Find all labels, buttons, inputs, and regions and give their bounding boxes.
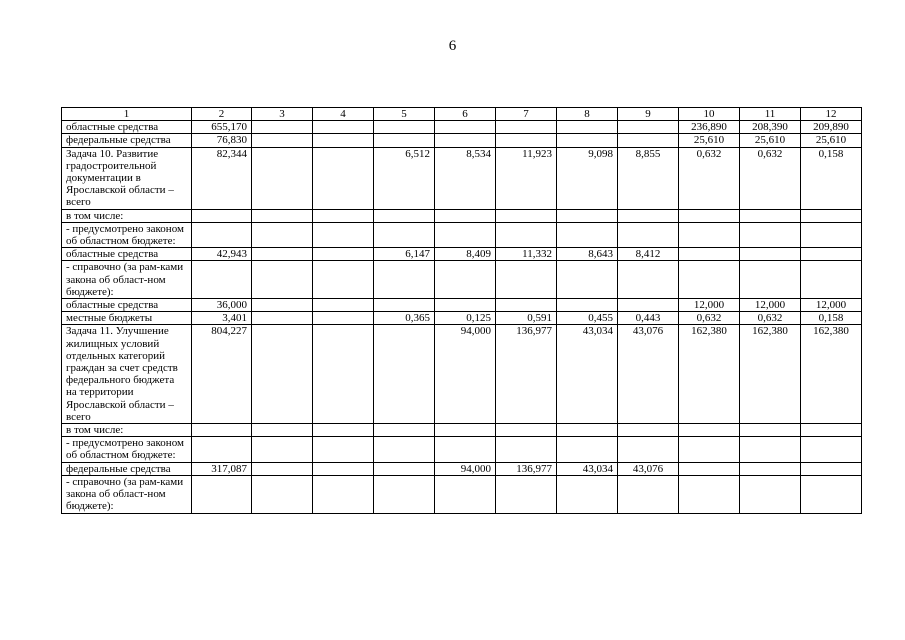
value-cell: 12,000	[740, 299, 801, 312]
value-cell	[618, 209, 679, 222]
value-cell: 25,610	[679, 134, 740, 147]
value-cell: 0,632	[679, 312, 740, 325]
value-cell	[557, 261, 618, 299]
value-cell: 25,610	[801, 134, 862, 147]
row-label-cell: местные бюджеты	[62, 312, 192, 325]
table-row	[62, 462, 862, 475]
value-cell: 0,158	[801, 147, 862, 209]
value-cell: 8,409	[435, 248, 496, 261]
row-label-cell: областные средства	[62, 121, 192, 134]
table-row	[62, 121, 862, 134]
value-cell	[435, 222, 496, 247]
column-header: 6	[435, 108, 496, 121]
value-cell	[313, 475, 374, 513]
value-cell	[679, 248, 740, 261]
value-cell: 136,977	[496, 462, 557, 475]
value-cell	[313, 437, 374, 462]
column-header: 1	[62, 108, 192, 121]
value-cell	[679, 424, 740, 437]
value-cell: 3,401	[192, 312, 252, 325]
value-cell: 6,512	[374, 147, 435, 209]
value-cell	[435, 475, 496, 513]
value-cell: 11,332	[496, 248, 557, 261]
table-row	[62, 248, 862, 261]
value-cell	[801, 222, 862, 247]
value-cell	[252, 299, 313, 312]
value-cell	[374, 437, 435, 462]
value-cell	[496, 299, 557, 312]
value-cell: 9,098	[557, 147, 618, 209]
value-cell	[496, 261, 557, 299]
column-header: 11	[740, 108, 801, 121]
table-row	[62, 261, 862, 299]
value-cell	[374, 134, 435, 147]
value-cell: 42,943	[192, 248, 252, 261]
value-cell: 0,125	[435, 312, 496, 325]
value-cell	[618, 261, 679, 299]
row-label-cell: в том числе:	[62, 209, 192, 222]
value-cell	[740, 437, 801, 462]
column-number-row	[62, 108, 862, 121]
value-cell	[740, 261, 801, 299]
value-cell	[740, 248, 801, 261]
row-label-cell: областные средства	[62, 299, 192, 312]
row-label-cell: областные средства	[62, 248, 192, 261]
column-header: 3	[252, 108, 313, 121]
table-row	[62, 209, 862, 222]
value-cell	[252, 222, 313, 247]
value-cell	[618, 134, 679, 147]
value-cell	[557, 222, 618, 247]
value-cell	[374, 325, 435, 424]
column-header: 9	[618, 108, 679, 121]
value-cell	[313, 121, 374, 134]
value-cell	[618, 121, 679, 134]
value-cell	[557, 121, 618, 134]
value-cell	[374, 121, 435, 134]
table-row	[62, 147, 862, 209]
value-cell	[435, 121, 496, 134]
value-cell	[313, 299, 374, 312]
value-cell	[679, 209, 740, 222]
value-cell	[252, 209, 313, 222]
column-header: 12	[801, 108, 862, 121]
value-cell	[252, 261, 313, 299]
value-cell	[313, 261, 374, 299]
value-cell	[374, 261, 435, 299]
value-cell	[801, 248, 862, 261]
value-cell: 136,977	[496, 325, 557, 424]
value-cell: 94,000	[435, 325, 496, 424]
row-label-cell: - справочно (за рам-ками закона об област-ном бюджете):	[62, 261, 192, 299]
value-cell	[313, 248, 374, 261]
value-cell	[252, 147, 313, 209]
value-cell: 236,890	[679, 121, 740, 134]
value-cell: 76,830	[192, 134, 252, 147]
value-cell	[801, 261, 862, 299]
value-cell: 8,534	[435, 147, 496, 209]
value-cell: 655,170	[192, 121, 252, 134]
value-cell	[496, 134, 557, 147]
value-cell: 0,158	[801, 312, 862, 325]
column-header: 7	[496, 108, 557, 121]
value-cell: 43,076	[618, 462, 679, 475]
value-cell	[801, 462, 862, 475]
value-cell	[557, 134, 618, 147]
value-cell	[252, 475, 313, 513]
value-cell	[618, 424, 679, 437]
value-cell	[192, 209, 252, 222]
value-cell	[252, 312, 313, 325]
value-cell	[496, 475, 557, 513]
value-cell	[374, 475, 435, 513]
table-row	[62, 222, 862, 247]
value-cell	[252, 248, 313, 261]
value-cell	[252, 134, 313, 147]
value-cell: 82,344	[192, 147, 252, 209]
value-cell: 12,000	[801, 299, 862, 312]
value-cell	[740, 462, 801, 475]
value-cell: 0,365	[374, 312, 435, 325]
value-cell	[252, 462, 313, 475]
column-header: 8	[557, 108, 618, 121]
value-cell	[557, 437, 618, 462]
value-cell: 209,890	[801, 121, 862, 134]
value-cell	[435, 209, 496, 222]
value-cell: 317,087	[192, 462, 252, 475]
value-cell: 0,455	[557, 312, 618, 325]
value-cell: 8,643	[557, 248, 618, 261]
value-cell	[313, 209, 374, 222]
row-label-cell: федеральные средства	[62, 462, 192, 475]
row-label-cell: Задача 10. Развитие градостроительной документации в Ярославской области – всего	[62, 147, 192, 209]
value-cell	[801, 424, 862, 437]
value-cell: 43,034	[557, 325, 618, 424]
row-label-cell: - справочно (за рам-ками закона об област-ном бюджете):	[62, 475, 192, 513]
column-header: 4	[313, 108, 374, 121]
row-label-cell: - предусмотрено законом об областном бюджете:	[62, 222, 192, 247]
table-row	[62, 134, 862, 147]
table-row	[62, 424, 862, 437]
row-label-cell: Задача 11. Улучшение жилищных условий отдельных категорий граждан за счет средств федерального бюджета на территории Ярославской области – всего	[62, 325, 192, 424]
value-cell: 0,632	[740, 147, 801, 209]
value-cell	[679, 222, 740, 247]
value-cell	[557, 475, 618, 513]
table-row	[62, 325, 862, 424]
value-cell	[435, 424, 496, 437]
value-cell	[313, 312, 374, 325]
value-cell	[313, 134, 374, 147]
value-cell: 8,412	[618, 248, 679, 261]
value-cell	[374, 209, 435, 222]
value-cell	[313, 462, 374, 475]
row-label-cell: в том числе:	[62, 424, 192, 437]
value-cell: 0,632	[679, 147, 740, 209]
value-cell	[801, 475, 862, 513]
value-cell	[374, 424, 435, 437]
value-cell: 162,380	[679, 325, 740, 424]
value-cell	[618, 299, 679, 312]
value-cell: 94,000	[435, 462, 496, 475]
value-cell: 11,923	[496, 147, 557, 209]
value-cell	[557, 424, 618, 437]
value-cell	[496, 222, 557, 247]
value-cell	[557, 299, 618, 312]
value-cell	[252, 325, 313, 424]
value-cell	[679, 437, 740, 462]
row-label-cell: федеральные средства	[62, 134, 192, 147]
value-cell: 162,380	[801, 325, 862, 424]
value-cell: 0,591	[496, 312, 557, 325]
value-cell	[374, 462, 435, 475]
value-cell	[192, 437, 252, 462]
value-cell	[496, 437, 557, 462]
value-cell	[618, 475, 679, 513]
value-cell	[192, 222, 252, 247]
value-cell: 36,000	[192, 299, 252, 312]
value-cell: 25,610	[740, 134, 801, 147]
value-cell	[679, 475, 740, 513]
value-cell: 804,227	[192, 325, 252, 424]
value-cell	[435, 134, 496, 147]
value-cell	[801, 437, 862, 462]
value-cell	[496, 424, 557, 437]
value-cell	[618, 437, 679, 462]
value-cell	[374, 222, 435, 247]
value-cell: 43,076	[618, 325, 679, 424]
value-cell	[679, 261, 740, 299]
value-cell	[313, 222, 374, 247]
value-cell: 6,147	[374, 248, 435, 261]
budget-table	[61, 107, 862, 514]
column-header: 5	[374, 108, 435, 121]
value-cell	[618, 222, 679, 247]
value-cell: 0,632	[740, 312, 801, 325]
value-cell	[435, 261, 496, 299]
row-label-cell: - предусмотрено законом об областном бюджете:	[62, 437, 192, 462]
value-cell	[740, 222, 801, 247]
value-cell	[313, 424, 374, 437]
value-cell	[801, 209, 862, 222]
value-cell	[192, 424, 252, 437]
value-cell: 8,855	[618, 147, 679, 209]
value-cell	[740, 475, 801, 513]
column-header: 10	[679, 108, 740, 121]
table-body	[62, 121, 862, 513]
value-cell	[557, 209, 618, 222]
column-header: 2	[192, 108, 252, 121]
value-cell	[496, 209, 557, 222]
table-row	[62, 312, 862, 325]
table-row	[62, 299, 862, 312]
value-cell	[496, 121, 557, 134]
value-cell	[252, 424, 313, 437]
value-cell: 208,390	[740, 121, 801, 134]
value-cell	[313, 325, 374, 424]
value-cell	[192, 261, 252, 299]
value-cell: 43,034	[557, 462, 618, 475]
page-number: 6	[448, 38, 457, 54]
value-cell	[740, 209, 801, 222]
value-cell	[192, 475, 252, 513]
value-cell	[740, 424, 801, 437]
table-row	[62, 437, 862, 462]
value-cell	[252, 121, 313, 134]
value-cell	[435, 437, 496, 462]
value-cell	[374, 299, 435, 312]
value-cell: 162,380	[740, 325, 801, 424]
value-cell	[435, 299, 496, 312]
value-cell	[313, 147, 374, 209]
value-cell	[252, 437, 313, 462]
value-cell	[679, 462, 740, 475]
value-cell: 12,000	[679, 299, 740, 312]
value-cell: 0,443	[618, 312, 679, 325]
table-row	[62, 475, 862, 513]
